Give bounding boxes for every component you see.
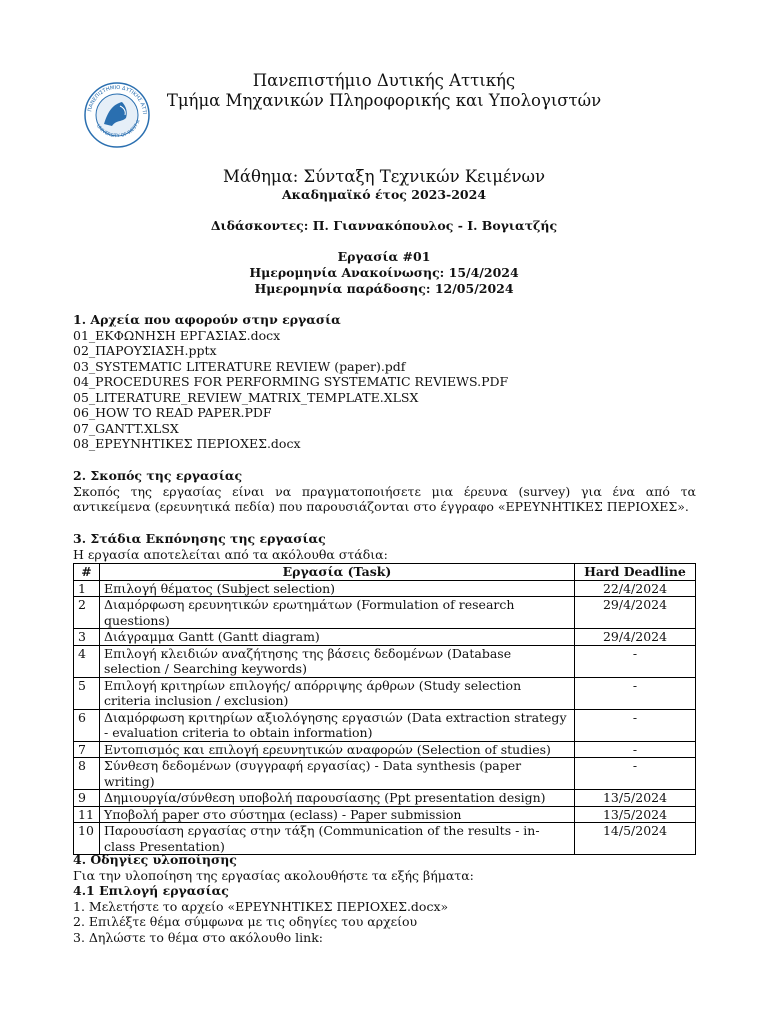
table-row: [74, 741, 696, 758]
stages-table: [73, 563, 696, 855]
table-row: [74, 677, 696, 709]
instructions-intro: Για την υλοποίηση της εργασίας ακολουθήστε τα εξής βήματα:: [73, 867, 474, 883]
row-task: Δημιουργία/σύνθεση υποβολή παρουσίασης (Ppt presentation design): [100, 790, 575, 807]
row-task: Διαμόρφωση κριτηρίων αξιολόγησης εργασιών (Data extraction strategy - evaluation criteria to obtain information): [100, 709, 575, 741]
row-deadline: 13/5/2024: [575, 806, 696, 823]
course-title: Μάθημα: Σύνταξη Τεχνικών Κειμένων: [223, 167, 545, 186]
column-header-num: #: [74, 564, 100, 581]
row-number: 6: [74, 709, 100, 741]
instructors: Διδάσκοντες: Π. Γιαννακόπουλος - Ι. Βογιατζής: [210, 218, 558, 233]
row-number: 8: [74, 758, 100, 790]
row-deadline: 22/4/2024: [575, 580, 696, 597]
row-task: Διαμόρφωση ερευνητικών ερωτημάτων (Formulation of research questions): [100, 597, 575, 629]
row-task: Επιλογή θέματος (Subject selection): [100, 580, 575, 597]
step-item: 2. Επιλέξτε θέμα σύμφωνα με τις οδηγίες του αρχείου: [73, 914, 418, 929]
file-item: 01_ΕΚΦΩΝΗΣΗ ΕΡΓΑΣΙΑΣ.docx: [73, 327, 281, 343]
file-item: 03_SYSTEMATIC LITERATURE REVIEW (paper).pdf: [73, 358, 406, 374]
row-number: 4: [74, 645, 100, 677]
row-task: Επιλογή κριτηρίων επιλογής/ απόρριψης άρθρων (Study selection criteria inclusion / exclusion): [100, 677, 575, 709]
row-number: 3: [74, 629, 100, 646]
row-number: 7: [74, 741, 100, 758]
row-number: 10: [74, 823, 100, 855]
table-row: [74, 645, 696, 677]
svg-text:UNIVERSITY OF WEST ATTICA: UNIVERSITY OF WEST A: [94, 119, 142, 140]
row-number: 9: [74, 790, 100, 807]
row-number: 1: [74, 580, 100, 597]
section-heading: 3. Στάδια Εκπόνησης της εργασίας: [73, 531, 326, 546]
section-purpose: [73, 468, 696, 515]
section-heading: 2. Σκοπός της εργασίας: [73, 468, 243, 483]
row-deadline: -: [575, 758, 696, 790]
section-stages: [73, 531, 696, 562]
row-deadline: -: [575, 709, 696, 741]
step-item: 1. Μελετήστε το αρχείο «ΕΡΕΥΝΗΤΙΚΕΣ ΠΕΡΙΟΧΕΣ.docx»: [73, 898, 449, 914]
table-row: [74, 758, 696, 790]
file-list: [73, 328, 696, 452]
svg-text:ΠΑΝΕΠΙΣΤΗΜΙΟ ΔΥΤΙΚΗΣ ΑΤΤΙΚΗΣ: ΠΑΝΕΠΙΣΤΗΜΙΟ ΔΥΤΙΚΗΣ ΑΤΤΙ: [87, 84, 148, 115]
assignment-number: Εργασία #01: [337, 249, 431, 264]
row-deadline: -: [575, 677, 696, 709]
section-heading: 4. Οδηγίες υλοποίησης: [73, 852, 237, 867]
row-deadline: 29/4/2024: [575, 629, 696, 646]
row-deadline: -: [575, 741, 696, 758]
row-task: Υποβολή paper στο σύστημα (eclass) - Paper submission: [100, 806, 575, 823]
section-instructions: [73, 852, 696, 945]
row-task: Παρουσίαση εργασίας στην τάξη (Communication of the results - in-class Presentation): [100, 823, 575, 855]
column-header-deadline: Hard Deadline: [575, 564, 696, 581]
file-item: 08_ΕΡΕΥΝΗΤΙΚΕΣ ΠΕΡΙΟΧΕΣ.docx: [73, 436, 301, 451]
announce-date: Ημερομηνία Ανακοίνωσης: 15/4/2024: [249, 265, 519, 280]
row-deadline: 14/5/2024: [575, 823, 696, 855]
row-number: 11: [74, 806, 100, 823]
due-date: Ημερομηνία παράδοσης: 12/05/2024: [254, 281, 514, 296]
file-item: 04_PROCEDURES FOR PERFORMING SYSTEMATIC REVIEWS.PDF: [73, 374, 509, 389]
table-row: [74, 709, 696, 741]
row-task: Επιλογή κλειδιών αναζήτησης της βάσεις δεδομένων (Database selection / Searching keywords): [100, 645, 575, 677]
row-number: 2: [74, 597, 100, 629]
row-deadline: 29/4/2024: [575, 597, 696, 629]
file-item: 06_HOW TO READ PAPER.PDF: [73, 405, 272, 420]
row-task: Διάγραμμα Gantt (Gantt diagram): [100, 629, 575, 646]
file-item: 05_LITERATURE_REVIEW_MATRIX_TEMPLATE.XLSX: [73, 389, 419, 405]
table-row: [74, 629, 696, 646]
row-number: 5: [74, 677, 100, 709]
row-task: Σύνθεση δεδομένων (συγγραφή εργασίας) - Data synthesis (paper writing): [100, 758, 575, 790]
subsection-heading: 4.1 Επιλογή εργασίας: [73, 883, 229, 898]
table-row: [74, 597, 696, 629]
column-header-task: Εργασία (Task): [100, 564, 575, 581]
step-item: 3. Δηλώστε το θέμα στο ακόλουθο link:: [73, 929, 324, 945]
table-row: [74, 823, 696, 855]
department-name: Τμήμα Μηχανικών Πληροφορικής και Υπολογιστών: [166, 91, 602, 110]
file-item: 02_ΠΑΡΟΥΣΙΑΣΗ.pptx: [73, 343, 217, 358]
row-deadline: -: [575, 645, 696, 677]
section-files: [73, 312, 696, 452]
stages-intro: Η εργασία αποτελείται από τα ακόλουθα στάδια:: [73, 546, 388, 562]
table-header-row: [74, 564, 696, 581]
academic-year: Ακαδημαϊκό έτος 2023-2024: [281, 187, 487, 202]
file-item: 07_GANTT.XLSX: [73, 420, 179, 436]
row-deadline: 13/5/2024: [575, 790, 696, 807]
university-name: Πανεπιστήμιο Δυτικής Αττικής: [252, 71, 516, 90]
table-row: [74, 790, 696, 807]
table-row: [74, 806, 696, 823]
table-row: [74, 580, 696, 597]
row-task: Εντοπισμός και επιλογή ερευνητικών αναφορών (Selection of studies): [100, 741, 575, 758]
purpose-text: Σκοπός της εργασίας είναι να πραγματοποιήσετε μια έρευνα (survey) για ένα από τα αντικείμενα (ερευνητικά πεδία) που παρουσιάζονται στο έγγραφο «ΕΡΕΥΝΗΤΙΚΕΣ ΠΕΡΙΟΧΕΣ».: [73, 483, 696, 514]
section-heading: 1. Αρχεία που αφορούν στην εργασία: [73, 312, 341, 327]
